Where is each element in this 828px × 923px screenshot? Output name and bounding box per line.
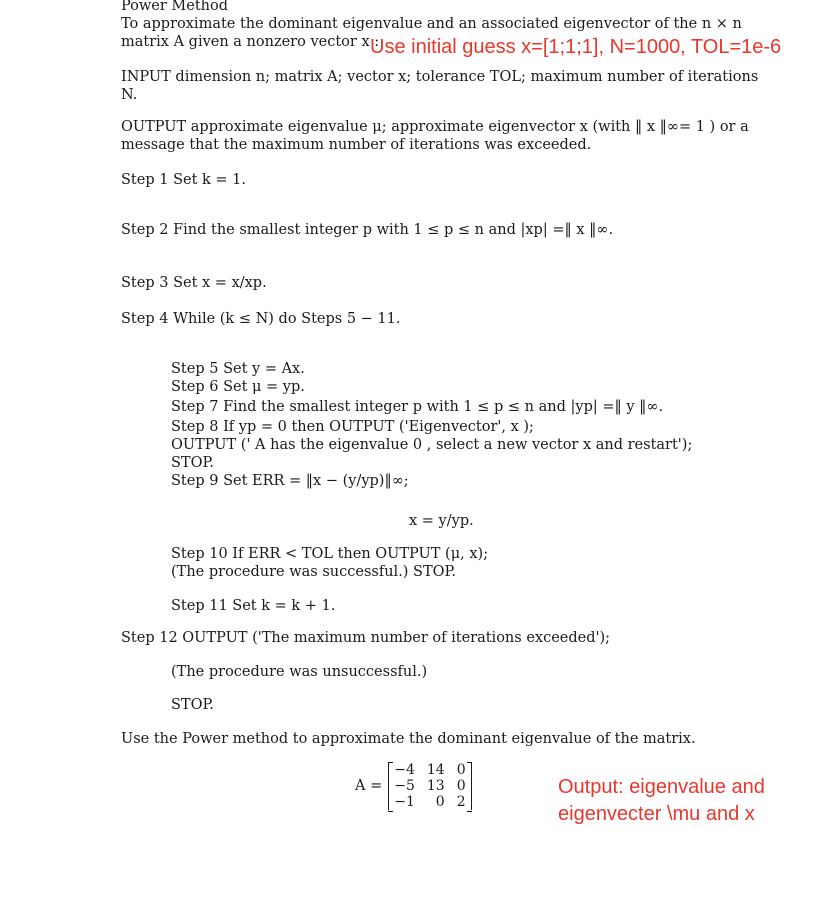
intro-line-1: To approximate the dominant eigenvalue and an associated eigenvector of the n × n <box>121 16 742 32</box>
step-1: Step 1 Set k = 1. <box>121 172 247 188</box>
step-2: Step 2 Find the smallest integer p with 1 ≤ p ≤ n and |xp| =‖ x ‖∞. <box>121 222 614 238</box>
step-8-stop: STOP. <box>171 455 214 471</box>
intro-line-2: matrix A given a nonzero vector x : <box>121 34 380 50</box>
matrix-cell: 14 <box>426 762 445 778</box>
doc-title: Power Method <box>121 0 229 14</box>
matrix-cell: 0 <box>456 778 466 794</box>
step-3: Step 3 Set x = x/xp. <box>121 275 267 291</box>
matrix-cell: 13 <box>426 778 445 794</box>
input-line-1: INPUT dimension n; matrix A; vector x; tolerance TOL; maximum number of iterations <box>121 69 759 85</box>
matrix-cell: 0 <box>456 762 466 778</box>
step-12-stop: STOP. <box>171 697 214 713</box>
input-line-2: N. <box>121 87 138 103</box>
step-10: Step 10 If ERR < TOL then OUTPUT (μ, x); <box>171 546 489 562</box>
matrix-cell: 0 <box>435 794 445 810</box>
annotation-output-2: eigenvecter \mu and x <box>558 803 755 825</box>
annotation-initial-guess: Use initial guess x=[1;1;1], N=1000, TOL=1e-6 <box>370 36 782 58</box>
step-5: Step 5 Set y = Ax. <box>171 361 305 377</box>
matrix-cell: −1 <box>394 794 415 810</box>
annotation-output-1: Output: eigenvalue and <box>558 776 765 798</box>
matrix-label: A = <box>355 777 383 794</box>
matrix-cell: 2 <box>456 794 466 810</box>
step-10-success: (The procedure was successful.) STOP. <box>171 564 456 580</box>
step-12-unsuccessful: (The procedure was unsuccessful.) <box>171 664 428 680</box>
step-9: Step 9 Set ERR = ‖x − (y/yp)‖∞; <box>171 473 409 489</box>
step-11: Step 11 Set k = k + 1. <box>171 598 336 614</box>
step-12: Step 12 OUTPUT ('The maximum number of iterations exceeded'); <box>121 630 611 646</box>
matrix-a <box>388 762 471 810</box>
step-4: Step 4 While (k ≤ N) do Steps 5 − 11. <box>121 311 401 327</box>
step-9-update: x = y/yp. <box>409 513 474 529</box>
step-8: Step 8 If yp = 0 then OUTPUT ('Eigenvector', x ); <box>171 419 534 435</box>
matrix-cell: −5 <box>394 778 415 794</box>
step-7: Step 7 Find the smallest integer p with 1 ≤ p ≤ n and |yp| =‖ y ‖∞. <box>171 399 664 415</box>
step-6: Step 6 Set μ = yp. <box>171 379 305 395</box>
step-8-output: OUTPUT (' A has the eigenvalue 0 , select a new vector x and restart'); <box>171 437 693 453</box>
output-line-1: OUTPUT approximate eigenvalue μ; approximate eigenvector x (with ‖ x ‖∞= 1 ) or a <box>121 119 749 135</box>
matrix-equation <box>355 762 472 810</box>
matrix-cell: −4 <box>394 762 415 778</box>
task-text: Use the Power method to approximate the dominant eigenvalue of the matrix. <box>121 731 696 747</box>
output-line-2: message that the maximum number of iterations was exceeded. <box>121 137 592 153</box>
